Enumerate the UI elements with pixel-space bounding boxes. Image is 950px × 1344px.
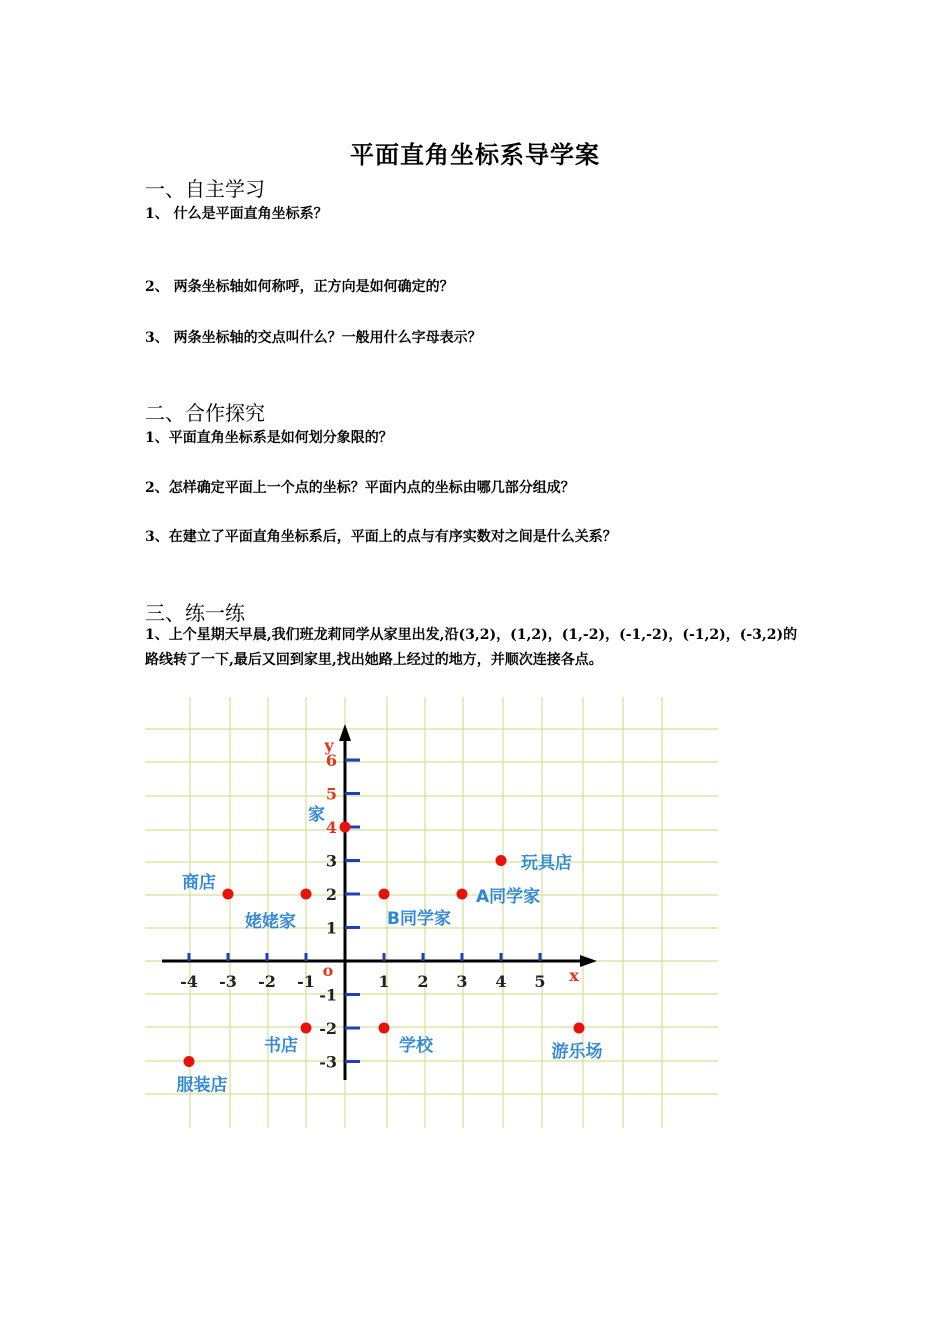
point-label: 玩具店 bbox=[521, 853, 572, 874]
data-point bbox=[223, 889, 234, 900]
question-1-3: 3、 两条坐标轴的交点叫什么？一般用什么字母表示？ bbox=[145, 330, 482, 346]
y-tick-label: 4 bbox=[325, 818, 337, 837]
y-tick-label: 1 bbox=[325, 918, 337, 938]
y-tick-label: 5 bbox=[325, 784, 337, 804]
question-2-1: 1、平面直角坐标系是如何划分象限的？ bbox=[145, 430, 393, 446]
y-tick-label: 2 bbox=[325, 885, 337, 904]
question-1-1: 1、 什么是平面直角坐标系？ bbox=[145, 206, 328, 222]
y-tick-label: 6 bbox=[325, 751, 337, 770]
x-axis-label: x bbox=[569, 966, 579, 985]
data-point bbox=[379, 1023, 390, 1034]
y-tick-label: -3 bbox=[319, 1052, 337, 1072]
section-heading-2: 二、合作探究 bbox=[145, 401, 265, 425]
question-2-3: 3、在建立了平面直角坐标系后，平面上的点与有序实数对之间是什么关系？ bbox=[145, 529, 617, 545]
question-1-2: 2、 两条坐标轴如何称呼，正方向是如何确定的？ bbox=[145, 279, 454, 295]
point-label: 游乐场 bbox=[551, 1042, 603, 1062]
x-tick-label: 5 bbox=[534, 972, 546, 991]
x-tick-label: -1 bbox=[297, 972, 315, 991]
question-2-2: 2、怎样确定平面上一个点的坐标？平面内点的坐标由哪几部分组成？ bbox=[145, 480, 575, 496]
point-label: B同学家 bbox=[387, 909, 451, 929]
point-label: A同学家 bbox=[476, 887, 541, 907]
section-heading-1: 一、自主学习 bbox=[145, 177, 265, 201]
data-point bbox=[184, 1056, 195, 1067]
x-tick-label: 1 bbox=[378, 972, 390, 991]
problem-line-1: 1、上个星期天早晨,我们班龙莉同学从家里出发,沿(3,2)，(1,2)，(1,-2)，(-1,-2)，(-1,2)，(-3,2)的 bbox=[145, 627, 798, 643]
x-axis-arrow bbox=[580, 955, 597, 967]
page-title: 平面直角坐标系导学案 bbox=[350, 140, 600, 169]
y-axis-arrow bbox=[339, 724, 351, 741]
x-tick-label: -3 bbox=[219, 972, 237, 991]
problem-line-2: 路线转了一下,最后又回到家里,找出她路上经过的地方，并顺次连接各点。 bbox=[145, 652, 603, 668]
point-label: 学校 bbox=[399, 1036, 433, 1056]
data-point bbox=[379, 889, 390, 900]
x-tick-label: 3 bbox=[456, 972, 468, 991]
data-point bbox=[496, 855, 507, 866]
point-label: 商店 bbox=[182, 873, 216, 893]
data-point bbox=[340, 822, 351, 833]
x-tick-label: -2 bbox=[258, 972, 276, 991]
origin-label: o bbox=[322, 961, 334, 980]
y-tick-label: -2 bbox=[319, 1019, 337, 1038]
data-point bbox=[457, 889, 468, 900]
x-tick-label: -4 bbox=[180, 972, 198, 991]
section-heading-3: 三、练一练 bbox=[145, 601, 245, 625]
data-point bbox=[301, 1023, 312, 1034]
data-point bbox=[301, 889, 312, 900]
y-axis-label: y bbox=[324, 736, 334, 755]
y-tick-label: 3 bbox=[325, 851, 337, 871]
x-tick-label: 2 bbox=[417, 972, 429, 991]
data-point bbox=[574, 1023, 585, 1034]
point-label: 姥姥家 bbox=[245, 912, 296, 932]
point-label: 书店 bbox=[264, 1036, 298, 1056]
y-tick-label: -1 bbox=[319, 985, 337, 1005]
x-tick-label: 4 bbox=[495, 972, 507, 991]
point-label: 家 bbox=[308, 805, 325, 825]
point-label: 服装店 bbox=[176, 1075, 228, 1096]
